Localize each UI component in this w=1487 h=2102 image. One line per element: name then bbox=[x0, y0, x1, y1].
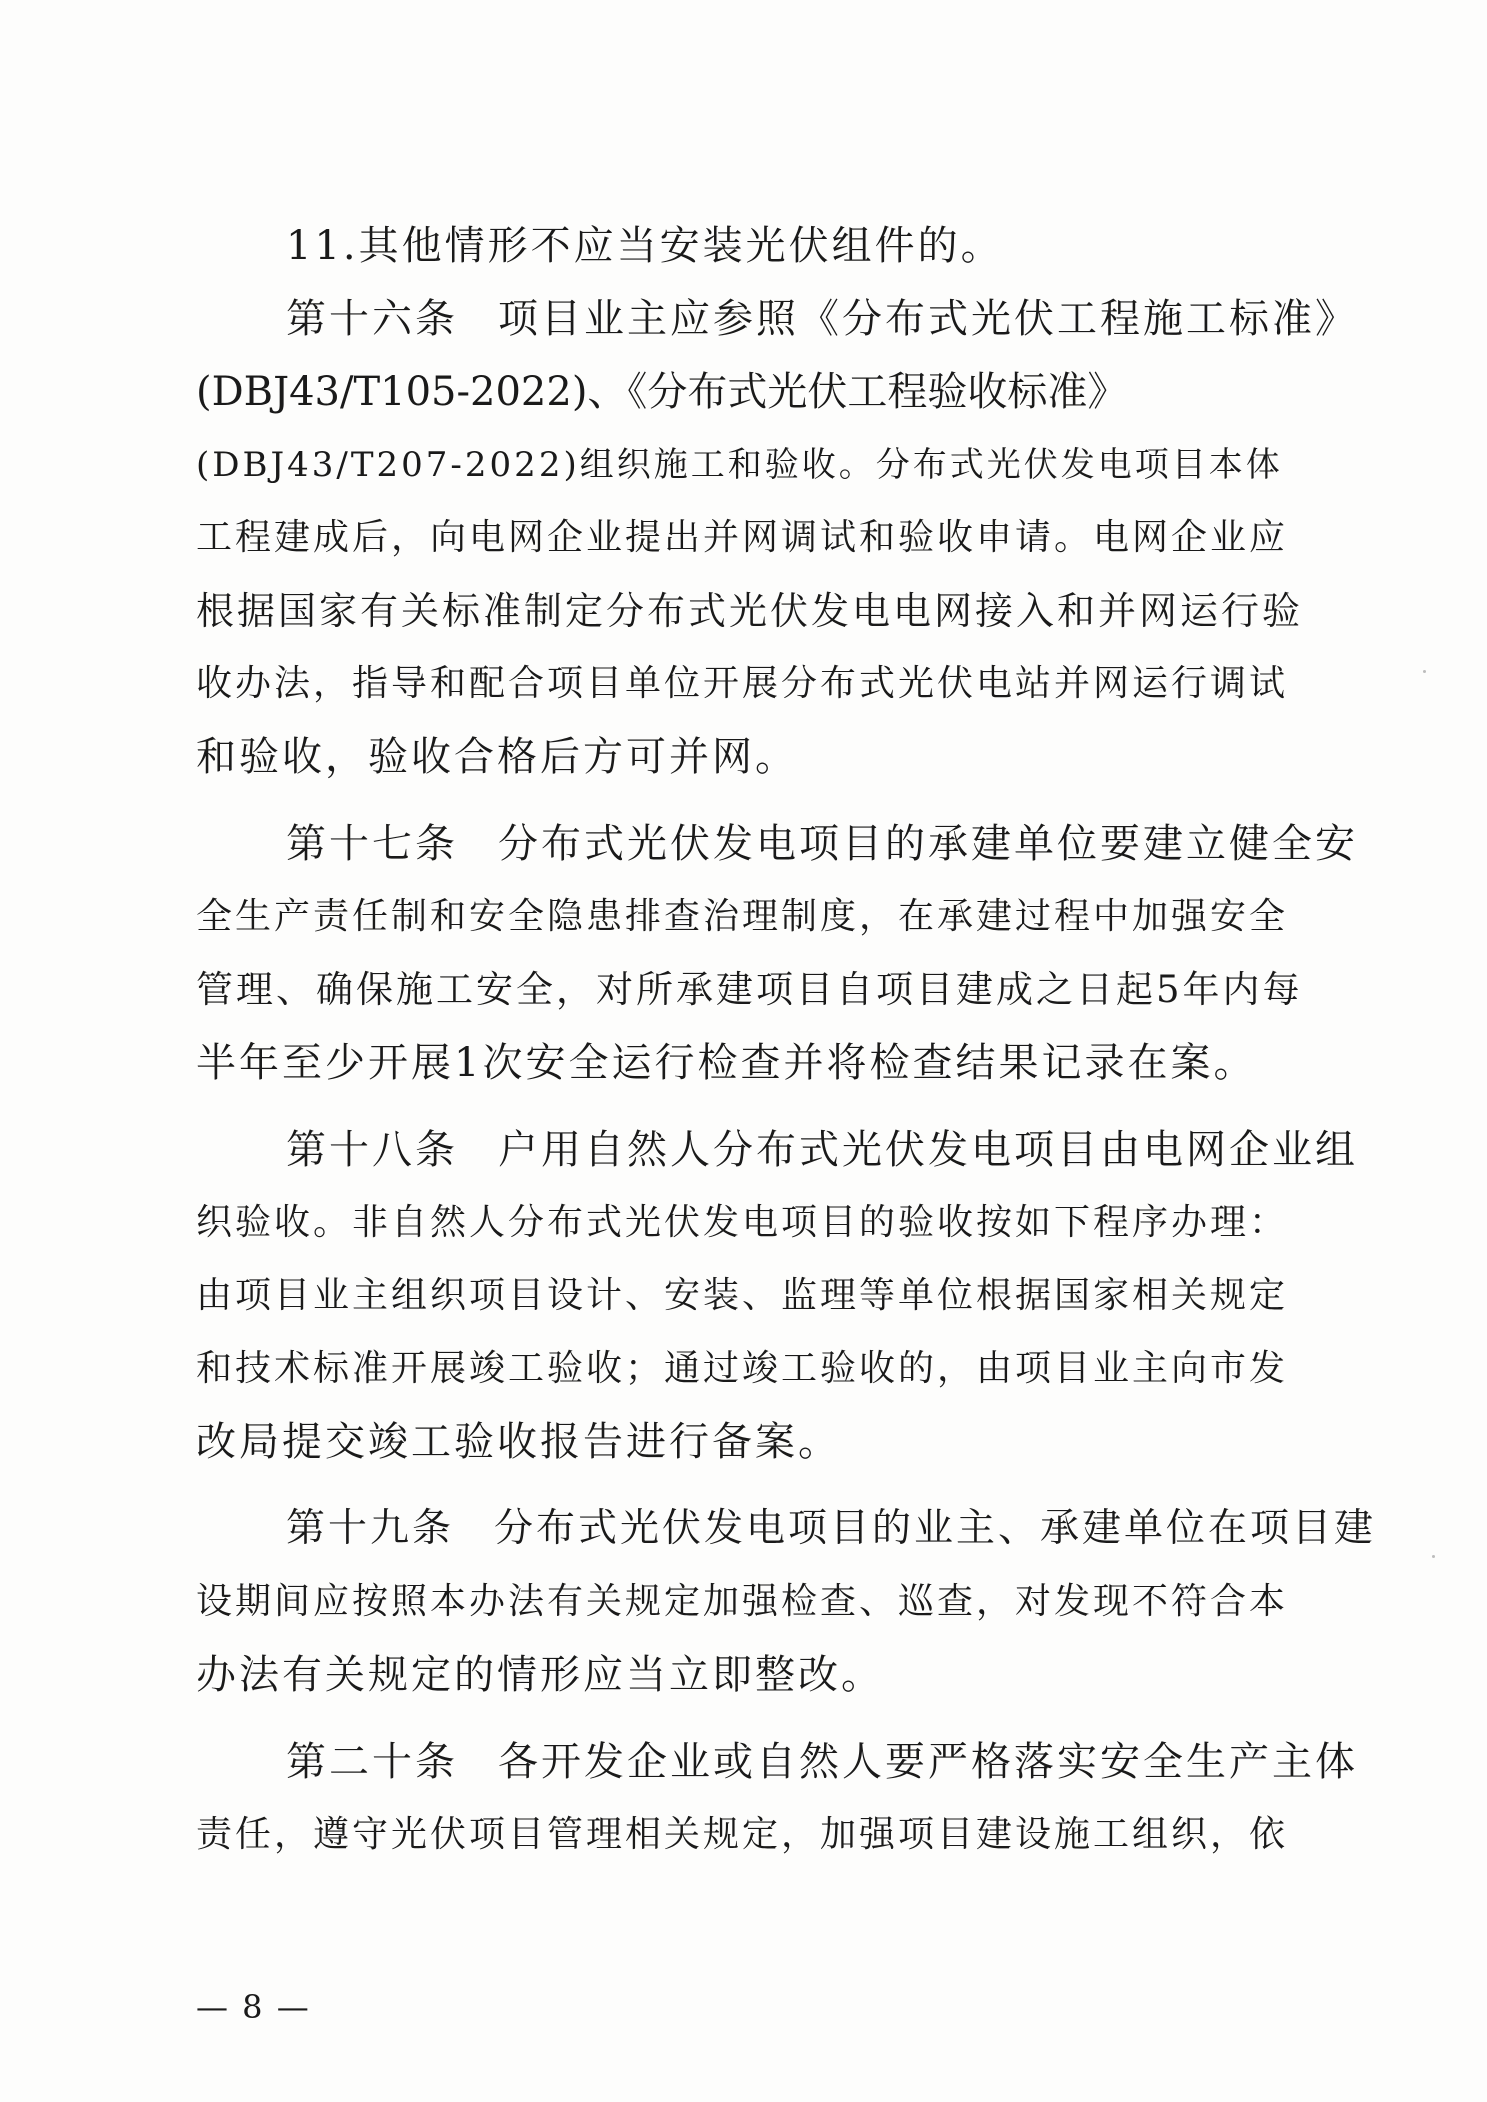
article-16-line-6: 收办法，指导和配合项目单位开展分布式光伏电站并网运行调试 bbox=[196, 663, 1289, 704]
article-18-line-3: 由项目业主组织项目设计、安装、监理等单位根据国家相关规定 bbox=[196, 1275, 1289, 1316]
standard-reference-construction: (DBJ43/T105-2022)、《分布式光伏工程验收标准》 bbox=[196, 369, 1128, 415]
scan-speck bbox=[1423, 670, 1426, 673]
article-20-line-2: 责任，遵守光伏项目管理相关规定，加强项目建设施工组织，依 bbox=[196, 1814, 1289, 1855]
article-16-line-1 bbox=[286, 283, 1396, 355]
article-17-line-3: 管理、确保施工安全，对所承建项目自项目建成之日起5年内每 bbox=[196, 968, 1303, 1011]
page-number: — 8 — bbox=[196, 1988, 311, 2026]
article-19-text: 分布式光伏发电项目的业主、承建单位在项目建 bbox=[494, 1506, 1377, 1551]
article-20-heading: 第二十条 bbox=[286, 1739, 458, 1785]
article-17-heading: 第十七条 bbox=[286, 821, 458, 867]
article-17-line-2: 全生产责任制和安全隐患排查治理制度，在承建过程中加强安全 bbox=[196, 896, 1289, 937]
article-20-text: 各开发企业或自然人要严格落实安全生产主体 bbox=[498, 1739, 1358, 1785]
scan-speck bbox=[1432, 1555, 1435, 1558]
article-16-line-3: (DBJ43/T207-2022)组织施工和验收。分布式光伏发电项目本体 bbox=[196, 445, 1283, 485]
article-18-heading: 第十八条 bbox=[286, 1127, 458, 1173]
article-18-line-1 bbox=[286, 1114, 1396, 1186]
article-19-line-1 bbox=[286, 1493, 1396, 1565]
article-17-text: 分布式光伏发电项目的承建单位要建立健全安 bbox=[498, 821, 1358, 867]
article-16-line-7: 和验收，验收合格后方可并网。 bbox=[196, 734, 798, 780]
article-16-line-5: 根据国家有关标准制定分布式光伏发电电网接入和并网运行验 bbox=[196, 589, 1304, 633]
article-16-heading: 第十六条 bbox=[286, 296, 458, 342]
article-19-heading: 第十九条 bbox=[286, 1506, 455, 1551]
article-18-line-5: 改局提交竣工验收报告进行备案。 bbox=[196, 1419, 841, 1465]
article-19-line-2: 设期间应按照本办法有关规定加强检查、巡查，对发现不符合本 bbox=[196, 1581, 1289, 1622]
article-16-text: 项目业主应参照《分布式光伏工程施工标准》 bbox=[498, 296, 1358, 342]
article-17-line-4: 半年至少开展1次安全运行检查并将检查结果记录在案。 bbox=[196, 1040, 1257, 1086]
article-18-line-2: 织验收。非自然人分布式光伏发电项目的验收按如下程序办理： bbox=[196, 1202, 1289, 1243]
article-17-line-1 bbox=[286, 808, 1396, 880]
article-19-line-3: 办法有关规定的情形应当立即整改。 bbox=[196, 1652, 884, 1698]
item-11: 11.其他情形不应当安装光伏组件的。 bbox=[286, 223, 1004, 269]
article-16-line-2 bbox=[196, 356, 1306, 428]
article-18-line-4: 和技术标准开展竣工验收；通过竣工验收的，由项目业主向市发 bbox=[196, 1348, 1289, 1389]
article-20-line-1 bbox=[286, 1726, 1396, 1798]
article-18-text: 户用自然人分布式光伏发电项目由电网企业组 bbox=[498, 1127, 1358, 1173]
article-16-line-4: 工程建成后，向电网企业提出并网调试和验收申请。电网企业应 bbox=[196, 517, 1289, 558]
